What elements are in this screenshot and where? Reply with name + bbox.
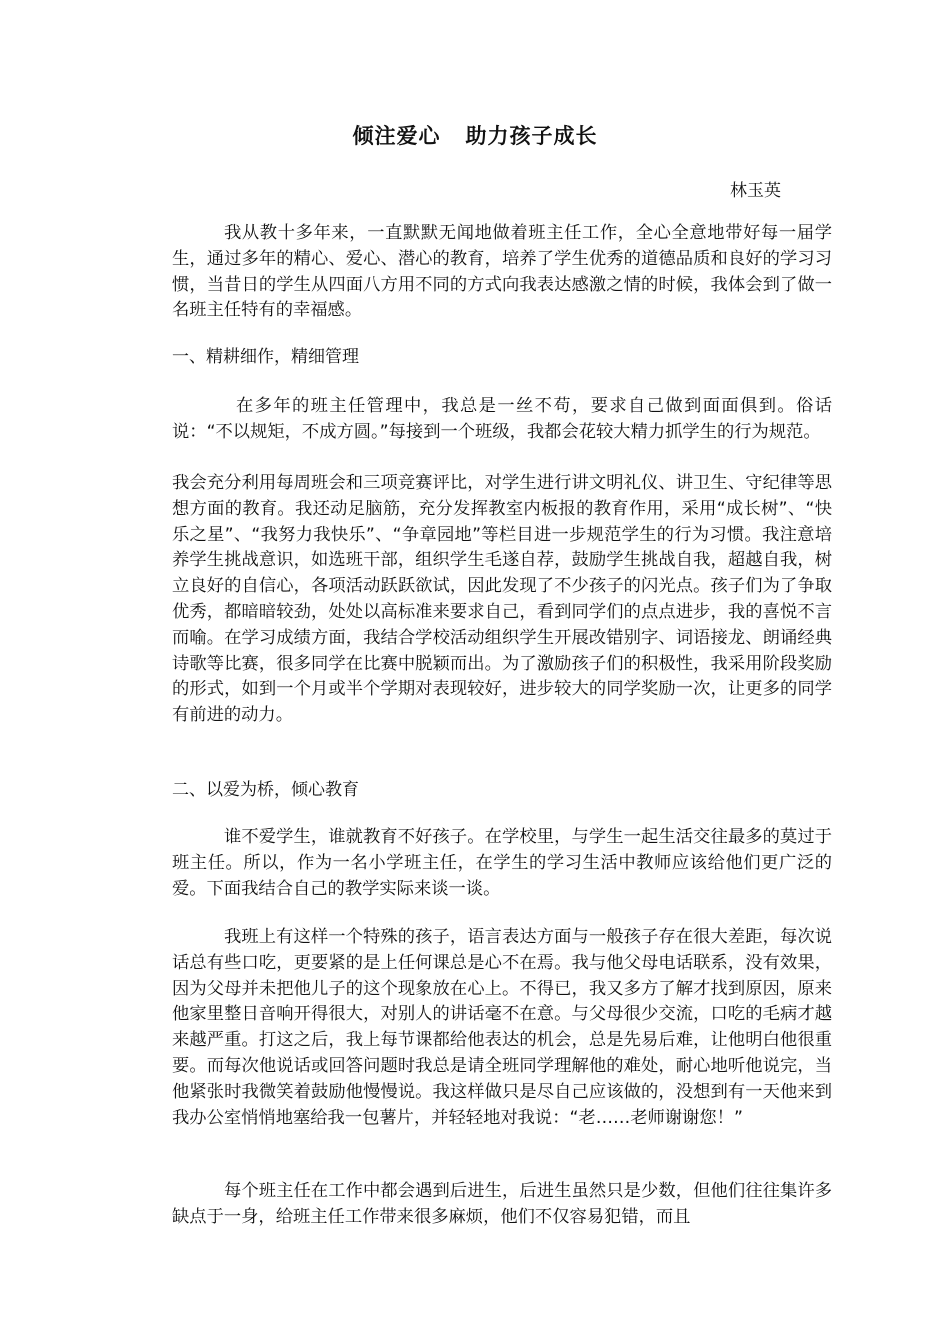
paragraph-underachievers: 每个班主任在工作中都会遇到后进生，后进生虽然只是少数，但他们往往集许多缺点于一身，给班主任工作带来很多麻烦，他们不仅容易犯错，而且 bbox=[172, 1181, 832, 1227]
paragraph-love: 谁不爱学生，谁就教育不好孩子。在学校里，与学生一起生活交往最多的莫过于班主任。所以，作为一名小学班主任，在学生的学习生活中教师应该给他们更广泛的爱。下面我结合自己的教学实际来谈一谈。 bbox=[172, 827, 832, 899]
paragraph-management-detail: 我会充分利用每周班会和三项竞赛评比，对学生进行讲文明礼仪、讲卫生、守纪律等思想方面的教育。我还动足脑筋，充分发挥教室内板报的教育作用，采用“成长树”、“快乐之星”、“我努力我快乐”、“争章园地”等栏目进一步规范学生的行为习惯。我注意培养学生挑战意识，如选班干部，组织学生毛遂自荐，鼓励学生挑战自我，超越自我，树立良好的自信心，各项活动跃跃欲试，因此发现了不少孩子的闪光点。孩子们为了争取优秀，都暗暗较劲，处处以高标准来要求自己，看到同学们的点点进步，我的喜悦不言而喻。在学习成绩方面，我结合学校活动组织学生开展改错别字、词语接龙、朗诵经典诗歌等比赛，很多同学在比赛中脱颖而出。为了激励孩子们的积极性，我采用阶段奖励的形式，如到一个月或半个学期对表现较好，进步较大的同学奖励一次，让更多的同学有前进的动力。 bbox=[172, 473, 832, 726]
author-name: 林玉英 bbox=[730, 181, 781, 201]
paragraph-management: 在多年的班主任管理中，我总是一丝不苟，要求自己做到面面俱到。俗话说：“不以规矩，不成方圆。”每接到一个班级，我都会花较大精力抓学生的行为规范。 bbox=[172, 396, 832, 442]
document-title: 倾注爱心 助力孩子成长 bbox=[352, 124, 598, 148]
paragraph-special-child: 我班上有这样一个特殊的孩子，语言表达方面与一般孩子存在很大差距，每次说话总有些口吃，更要紧的是上任何课总是心不在焉。我与他父母电话联系，没有效果，因为父母并未把他儿子的这个现象放在心上。不得已，我又多方了解才找到原因，原来他家里整日音响开得很大，对别人的讲话毫不在意。与父母很少交流，口吃的毛病才越来越严重。打这之后，我上每节课都给他表达的机会，总是先易后难，让他明白他很重要。而每次他说话或回答问题时我总是请全班同学理解他的难处，耐心地听他说完，当他紧张时我微笑着鼓励他慢慢说。我这样做只是尽自己应该做的，没想到有一天他来到我办公室悄悄地塞给我一包薯片，并轻轻地对我说：“老……老师谢谢您！” bbox=[172, 927, 832, 1128]
paragraph-intro: 我从教十多年来，一直默默无闻地做着班主任工作，全心全意地带好每一届学生，通过多年的精心、爱心、潜心的教育，培养了学生优秀的道德品质和良好的学习习惯，当昔日的学生从四面八方用不同的方式向我表达感激之情的时候，我体会到了做一名班主任特有的幸福感。 bbox=[172, 223, 832, 321]
section-heading-2: 二、以爱为桥，倾心教育 bbox=[172, 780, 359, 800]
section-heading-1: 一、精耕细作，精细管理 bbox=[172, 347, 359, 367]
